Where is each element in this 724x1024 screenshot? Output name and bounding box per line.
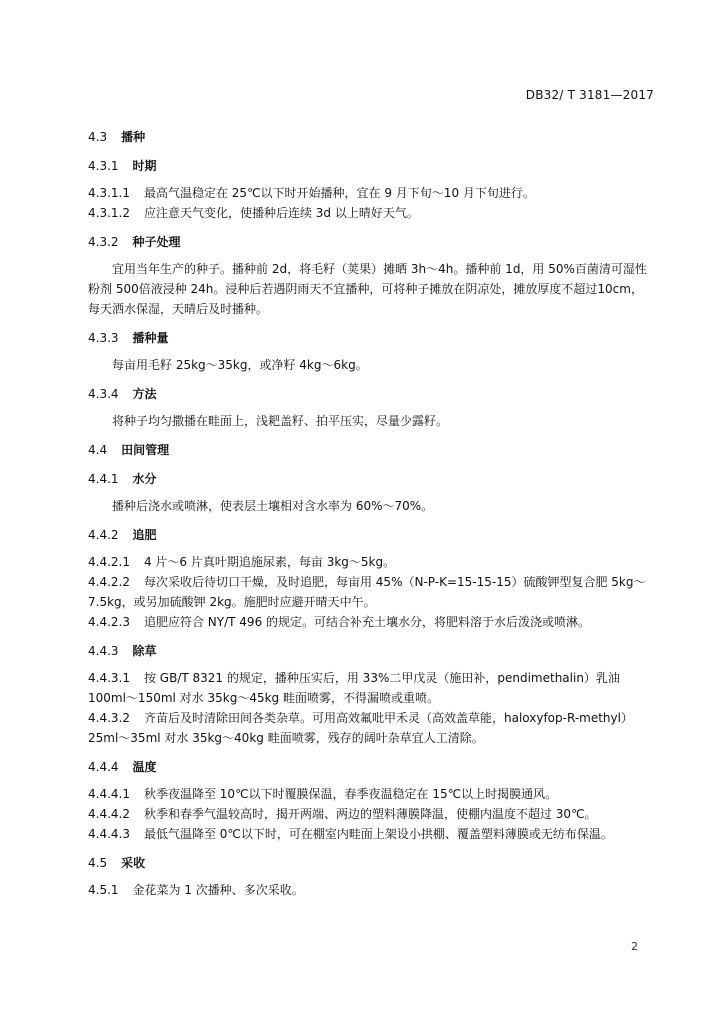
section-title: 播种量 [132,331,169,345]
section-title: 追肥 [132,528,157,542]
clause [88,572,654,612]
clause [88,203,654,223]
document-code: DB32/ T 3181—2017 [525,88,654,102]
clause [88,880,654,900]
clause-text: 秋季夜温降至 10℃以下时覆膜保温，春季夜温稳定在 15℃以上时揭膜通风。 [143,787,558,801]
section-heading [88,525,654,545]
clause-text: 最低气温降至 0℃以下时，可在棚室内畦面上架设小拱棚、覆盖塑料薄膜或无纺布保温。 [143,827,613,841]
section-title: 水分 [132,472,157,486]
clause-text: 每次采收后待切口干燥，及时追肥，每亩用 45%（N-P-K=15-15-15）硫酸钾型复合肥 5kg～7.5kg，或另加硫酸钾 2kg。施肥时应避开晴天中午。 [88,575,646,609]
clause-number: 4.4.3.1 [88,671,130,685]
paragraph: 将种子均匀撒播在畦面上，浅耙盖籽、拍平压实，尽量少露籽。 [112,414,449,428]
clause [88,804,654,824]
section-title: 方法 [132,387,157,401]
clause [88,824,654,844]
clause-number: 4.3.1.1 [88,186,130,200]
document-body [88,118,654,900]
section-heading [88,440,654,460]
clause-number: 4.5.1 [88,883,119,897]
clause-text: 追肥应符合 NY/T 496 的规定。可结合补充土壤水分，将肥料溶于水后泼浇或喷淋。 [143,615,591,629]
clause-number: 4.4.2.3 [88,615,130,629]
clause [88,668,654,708]
clause-number: 4.4.4.2 [88,807,130,821]
section-title: 播种 [121,130,146,144]
clause [88,612,654,632]
paragraph: 每亩用毛籽 25kg～35kg，或净籽 4kg～6kg。 [112,358,368,372]
section-title: 田间管理 [121,443,170,457]
clause [88,784,654,804]
section-number: 4.4 [88,443,108,457]
section-number: 4.4.1 [88,472,119,486]
section-heading [88,641,654,661]
section-number: 4.3.3 [88,331,119,345]
section-heading [88,156,654,176]
clause-text: 齐苗后及时清除田间各类杂草。可用高效氟吡甲禾灵（高效盖草能，haloxyfop-R-methyl）25ml～35ml 对水 35kg～40kg 畦面喷雾，残存的阔叶杂草宜人工清除。 [88,711,633,745]
section-heading [88,853,654,873]
section-number: 4.3 [88,130,108,144]
clause-number: 4.4.4.1 [88,787,130,801]
section-heading [88,328,654,348]
clause-text: 应注意天气变化，使播种后连续 3d 以上晴好天气。 [143,206,419,220]
clause-number: 4.3.1.2 [88,206,130,220]
clause-number: 4.4.2.1 [88,555,130,569]
section-number: 4.3.4 [88,387,119,401]
clause-text: 最高气温稳定在 25℃以下时开始播种，宜在 9 月下旬～10 月下旬进行。 [143,186,535,200]
section-heading [88,232,654,252]
clause-text: 金花菜为 1 次播种、多次采收。 [132,883,304,897]
clause [88,552,654,572]
section-number: 4.3.2 [88,235,119,249]
clause-number: 4.4.2.2 [88,575,130,589]
section-number: 4.4.4 [88,760,119,774]
clause-text: 秋季和春季气温较高时，揭开两端、两边的塑料薄膜降温，使棚内温度不超过 30℃。 [143,807,597,821]
section-title: 除草 [132,644,157,658]
clause [88,708,654,748]
section-heading [88,127,654,147]
paragraph: 宜用当年生产的种子。播种前 2d，将毛籽（荚果）摊晒 3h～4h。播种前 1d，用 50%百菌清可湿性粉剂 500倍液浸种 24h。浸种后若遇阴雨天不宜播种，可将种子摊放在阴凉处，摊放厚度不超过10cm，每天洒水保湿，天晴后及时播种。 [88,262,647,316]
clause-text: 4 片～6 片真叶期追施尿素，每亩 3kg～5kg。 [143,555,396,569]
page-number: 2 [631,940,638,953]
section-title: 时期 [132,159,157,173]
paragraph: 播种后浇水或喷淋，使表层土壤相对含水率为 60%～70%。 [112,499,434,513]
section-heading [88,469,654,489]
section-heading [88,384,654,404]
clause [88,183,654,203]
section-number: 4.4.3 [88,644,119,658]
clause-number: 4.4.4.3 [88,827,130,841]
section-number: 4.4.2 [88,528,119,542]
clause-number: 4.4.3.2 [88,711,130,725]
section-heading [88,757,654,777]
section-title: 种子处理 [132,235,181,249]
clause-text: 按 GB/T 8321 的规定，播种压实后，用 33%二甲戊灵（施田补，pendimethalin）乳油 100ml～150ml 对水 35kg～45kg 畦面喷雾，不得漏喷或重喷。 [88,671,620,705]
section-number: 4.5 [88,856,108,870]
section-number: 4.3.1 [88,159,119,173]
section-title: 采收 [121,856,146,870]
section-title: 温度 [132,760,157,774]
